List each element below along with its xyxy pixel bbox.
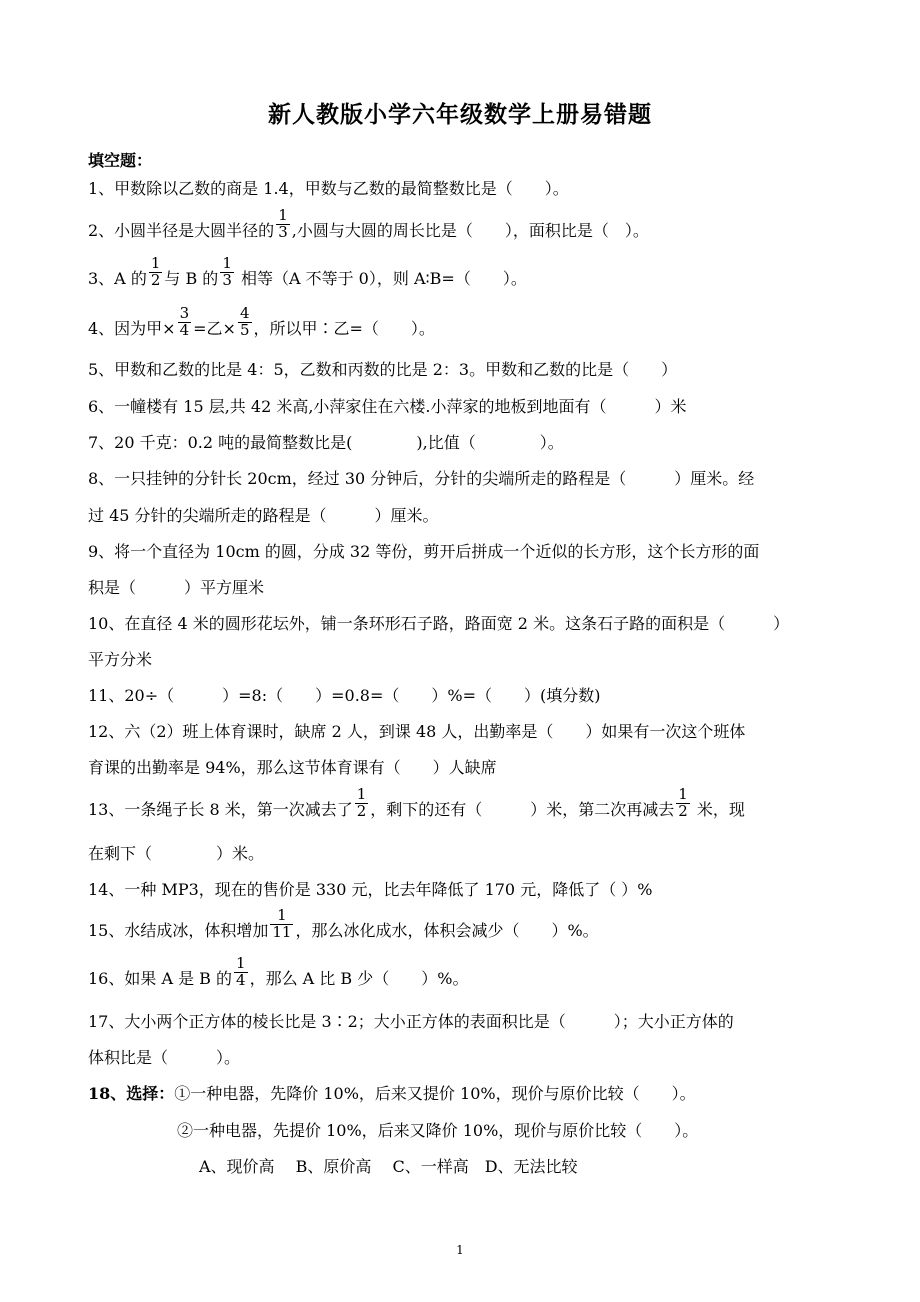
question-10-line-1: 10、在直径 4 米的圆形花坛外，铺一条环形石子路，路面宽 2 米。这条石子路的面积是（ ） [88, 614, 790, 633]
fraction: $\frac{4}{5}$ [239, 304, 250, 339]
question-16: 16、如果 A 是 B 的 $\frac{1}{4}$ ，那么 A 比 B 少（ ）%。 [88, 954, 469, 989]
question-18-line-2: ②一种电器，先提价 10%，后来又降价 10%，现价与原价比较（ ）。 [177, 1121, 699, 1140]
question-3: 3、A 的 $\frac{1}{2}$ 与 B 的 $\frac{1}{3}$ 相等（A 不等于 0），则 A∶B=（ ）。 [88, 254, 527, 289]
question-4: 4、因为甲× $\frac{3}{4}$ =乙× $\frac{4}{5}$ ，所以甲∶乙=（ ）。 [88, 304, 435, 339]
question-9-line-2: 积是（ ）平方厘米 [88, 578, 265, 597]
question-8-line-2: 过 45 分针的尖端所走的路程是（ ）厘米。 [88, 506, 439, 525]
fraction: $\frac{1}{3}$ [278, 206, 288, 241]
question-10-line-2: 平方分米 [88, 650, 153, 669]
question-18: 18、选择：①一种电器，先降价 10%，后来又提价 10%，现价与原价比较（ ）。 [88, 1084, 696, 1103]
question-8-line-1: 8、一只挂钟的分针长 20cm，经过 30 分钟后，分针的尖端所走的路程是（ ）厘米。经 [88, 469, 755, 488]
question-14: 14、一种 MP3，现在的售价是 330 元，比去年降低了 170 元，降低了（ ）% [88, 880, 653, 899]
question-17-line-1: 17、大小两个正方体的棱长比是 3∶2；大小正方体的表面积比是（ ）；大小正方体的 [88, 1012, 734, 1031]
question-18-label: 18、选择： [88, 1084, 175, 1103]
question-12-line-2: 育课的出勤率是 94%，那么这节体育课有（ ）人缺席 [88, 758, 497, 777]
fraction: $\frac{1}{2}$ [678, 785, 688, 820]
fraction: $\frac{3}{4}$ [179, 304, 190, 339]
question-9-line-1: 9、将一个直径为 10cm 的圆，分成 32 等份，剪开后拼成一个近似的长方形，这个长方形的面 [88, 542, 760, 561]
fraction: $\frac{1}{2}$ [356, 785, 367, 820]
question-11: 11、20÷（ ）=8:（ ）=0.8=（ ）%=（ ）(填分数) [88, 686, 601, 705]
page-number: 1 [456, 1243, 464, 1257]
page-title: 新人教版小学六年级数学上册易错题 [268, 101, 652, 128]
fraction: $\frac{1}{2}$ [150, 254, 161, 289]
question-17-line-2: 体积比是（ ）。 [88, 1048, 241, 1067]
fraction: $\frac{1}{3}$ [222, 254, 232, 289]
fraction: $\frac{1}{11}$ [272, 906, 292, 941]
question-6: 6、一幢楼有 15 层,共 42 米高,小萍家住在六楼.小萍家的地板到地面有（ ）米 [88, 397, 687, 416]
question-13: 13、一条绳子长 8 米，第一次减去了 $\frac{1}{2}$ ，剩下的还有（ ）米，第二次再减去 $\frac{1}{2}$ 米，现 [88, 785, 745, 820]
question-2-text-a: 2、小圆半径是大圆半径的 [88, 220, 275, 240]
question-2 [88, 206, 649, 241]
question-15: 15、水结成冰，体积增加 $\frac{1}{11}$ ，那么冰化成水，体积会减少（ ）%。 [88, 906, 599, 941]
question-5: 5、甲数和乙数的比是 4：5，乙数和丙数的比是 2：3。甲数和乙数的比是（ ） [88, 360, 678, 379]
fraction: $\frac{1}{4}$ [236, 954, 246, 989]
question-7: 7、20 千克：0.2 吨的最简整数比是( ),比值（ ）。 [88, 433, 564, 452]
question-13-line-2: 在剩下（ ）米。 [88, 844, 265, 863]
question-18-options: A、现价高 B、原价高 C、一样高 D、无法比较 [199, 1157, 578, 1176]
section-heading: 填空题： [88, 151, 153, 170]
question-12-line-1: 12、六（2）班上体育课时，缺席 2 人，到课 48 人，出勤率是（ ）如果有一次这个班体 [88, 722, 746, 741]
question-1: 1、甲数除以乙数的商是 1.4，甲数与乙数的最简整数比是（ ）。 [88, 179, 569, 198]
question-2-text-b: ,小圆与大圆的周长比是（ ），面积比是（ ）。 [291, 220, 649, 240]
